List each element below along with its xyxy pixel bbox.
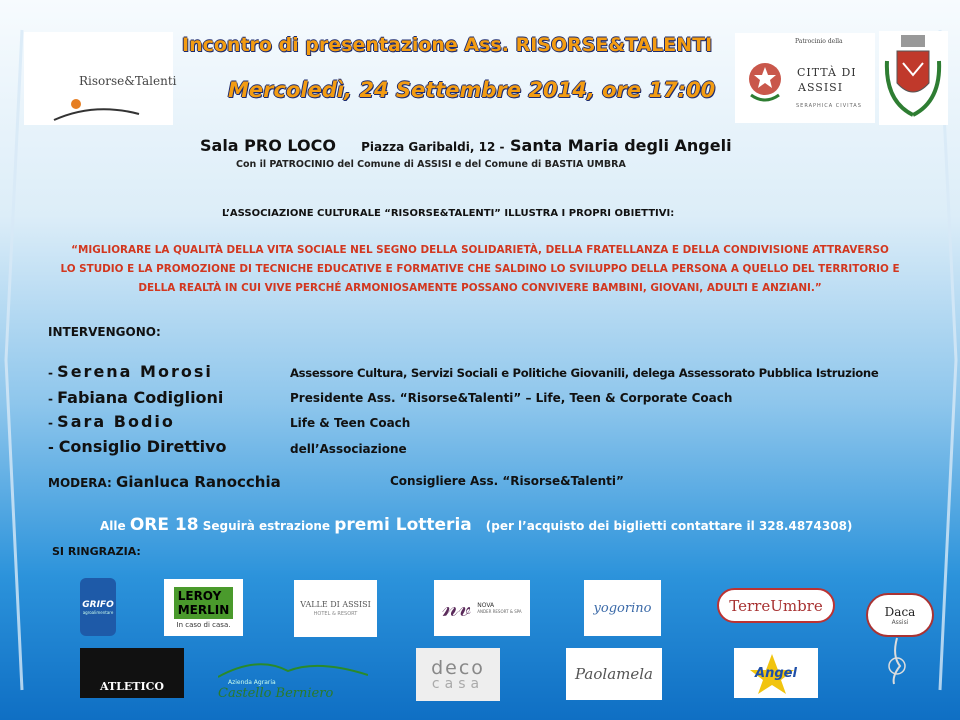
sponsor-atletico — [80, 648, 184, 698]
valle-l1: VALLE DI ASSISI — [300, 600, 371, 609]
castello-l2: Castello Berniero — [218, 686, 334, 701]
lottery-time: ORE 18 — [129, 515, 199, 535]
lottery-line — [100, 515, 852, 535]
speaker-row — [48, 412, 175, 431]
quote-line: “MIGLIORARE LA QUALITÀ DELLA VITA SOCIALE NEL SEGNO DELLA SOLIDARIETÀ, DELLA FRATELLANZA E DELLA CONDIVISIONE ATTRAVERSO — [71, 244, 889, 256]
venue-address: Piazza Garibaldi, 12 - — [361, 140, 505, 154]
quote-line: DELLA REALTÀ IN CUI VIVE PERCHÉ ARMONIOSAMENTE POSSANO CONVIVERE BAMBINI, GIOVANI, ADULTI E ANZIANI.” — [138, 282, 822, 294]
sponsor-nova — [434, 580, 530, 636]
bastia-coat-of-arms — [879, 31, 948, 125]
sponsor-daca — [866, 593, 934, 637]
event-date: Mercoledì, 24 Settembre 2014, ore 17:00 — [228, 78, 716, 102]
leroy-l2: MERLIN — [177, 602, 230, 617]
speaker-role: Life & Teen Coach — [290, 416, 411, 430]
hills-icon — [218, 655, 368, 679]
speaker-role: dell’Associazione — [290, 442, 407, 456]
lottery-text: Seguirà estrazione — [198, 519, 335, 533]
yogorino-name: yogorino — [593, 600, 652, 616]
speaker-role: Assessore Cultura, Servizi Sociali e Politiche Giovanili, delega Assessorato Pubblica Istruzione — [290, 366, 879, 380]
nova-l1: NOVA — [477, 602, 495, 609]
sponsor-terre-umbre — [712, 580, 840, 630]
daca-l2: Assisi — [891, 618, 909, 626]
paolamela-name: Paolamela — [575, 665, 653, 683]
valle-l2: HOTEL & RESORT — [313, 611, 358, 617]
assisi-patronage-logo — [735, 33, 875, 123]
sponsor-castello-berniero — [218, 654, 368, 702]
speaker-name: Serena Morosi — [57, 362, 213, 381]
speaker-name: Sara Bodio — [57, 412, 175, 431]
sponsor-leroy-merlin — [164, 579, 243, 636]
stork-icon — [872, 636, 922, 686]
speaker-role: Presidente Ass. “Risorse&Talenti” – Life, Teen & Corporate Coach — [290, 391, 733, 405]
risorse-talenti-logo — [24, 32, 177, 125]
association-quote — [30, 241, 930, 298]
patronage-caption: Patrocinio della — [795, 38, 843, 45]
leroy-tag: In caso di casa. — [176, 620, 231, 629]
venue-line — [200, 136, 732, 155]
moderator-name: Gianluca Ranocchia — [116, 473, 281, 491]
event-title: Incontro di presentazione Ass. RISORSE&TALENTI — [182, 34, 713, 56]
leroy-l1: LEROY — [177, 588, 222, 603]
leroy-mark — [174, 587, 234, 619]
speaker-prefix: - — [48, 440, 59, 456]
nova-mark: 𝓃𝓋 — [442, 592, 472, 623]
grifo-tag: agroalimentare — [82, 609, 114, 615]
daca-l1: Daca — [884, 604, 916, 619]
nova-l2: ANDER RESORT & SPA — [477, 609, 522, 614]
deco-l1: deco — [431, 656, 485, 679]
speaker-prefix: - — [48, 416, 58, 430]
lottery-text: Alle — [100, 519, 130, 533]
speaker-row — [48, 437, 227, 456]
angel-name: Angel — [755, 665, 797, 681]
city-line2: ASSISI — [798, 81, 844, 94]
lottery-prizes: premi Lotteria — [334, 515, 472, 535]
speaker-prefix: - — [48, 392, 58, 406]
moderator-line — [48, 472, 281, 491]
city-motto: SERAPHICA CIVITAS — [796, 103, 862, 109]
grifo-name: GRIFO — [82, 599, 114, 610]
sponsors-heading: SI RINGRAZIA: — [52, 545, 141, 558]
speaker-name: Consiglio Direttivo — [58, 437, 227, 456]
sponsor-valle-di-assisi — [294, 580, 377, 637]
italy-emblem-icon — [747, 55, 783, 105]
patronage-text: Con il PATROCINIO del Comune di ASSISI e del Comune di BASTIA UMBRA — [236, 159, 626, 170]
venue-town: Santa Maria degli Angeli — [510, 136, 732, 155]
lottery-contact: (per l’acquisto dei biglietti contattare il 328.4874308) — [485, 519, 853, 533]
speaker-name: Fabiana Codiglioni — [57, 388, 224, 407]
sponsor-deco-casa — [416, 648, 500, 701]
sponsor-yogorino — [584, 580, 661, 636]
speaker-row — [48, 388, 223, 407]
speaker-prefix: - — [48, 366, 58, 380]
city-line1: CITTÀ DI — [797, 66, 857, 79]
moderator-label: MODERA: — [48, 476, 117, 490]
logo-text: Risorse&Talenti — [79, 74, 177, 88]
speakers-heading: INTERVENGONO: — [48, 325, 161, 339]
association-intro: L’ASSOCIAZIONE CULTURALE “RISORSE&TALENTI” ILLUSTRA I PROPRI OBIETTIVI: — [222, 208, 675, 219]
sponsor-grifo — [80, 578, 116, 636]
speaker-row — [48, 362, 213, 381]
terre-name: TerreUmbre — [729, 596, 823, 615]
sponsor-angel — [734, 648, 818, 698]
quote-line: LO STUDIO E LA PROMOZIONE DI TECNICHE EDUCATIVE E FORMATIVE CHE SALDINO LO SVILUPPO DELLA PERSONA A QUELLO DEL TERRITORIO E — [60, 263, 900, 275]
sponsor-paolamela — [566, 648, 662, 700]
coat-of-arms-icon — [879, 31, 948, 125]
venue-hall: Sala PRO LOCO — [200, 136, 336, 155]
deco-l2: casa — [431, 675, 485, 692]
castello-l1: Azienda Agraria — [228, 679, 276, 686]
atletico-name: ATLETICO — [100, 679, 164, 693]
moderator-role: Consigliere Ass. “Risorse&Talenti” — [390, 474, 624, 488]
